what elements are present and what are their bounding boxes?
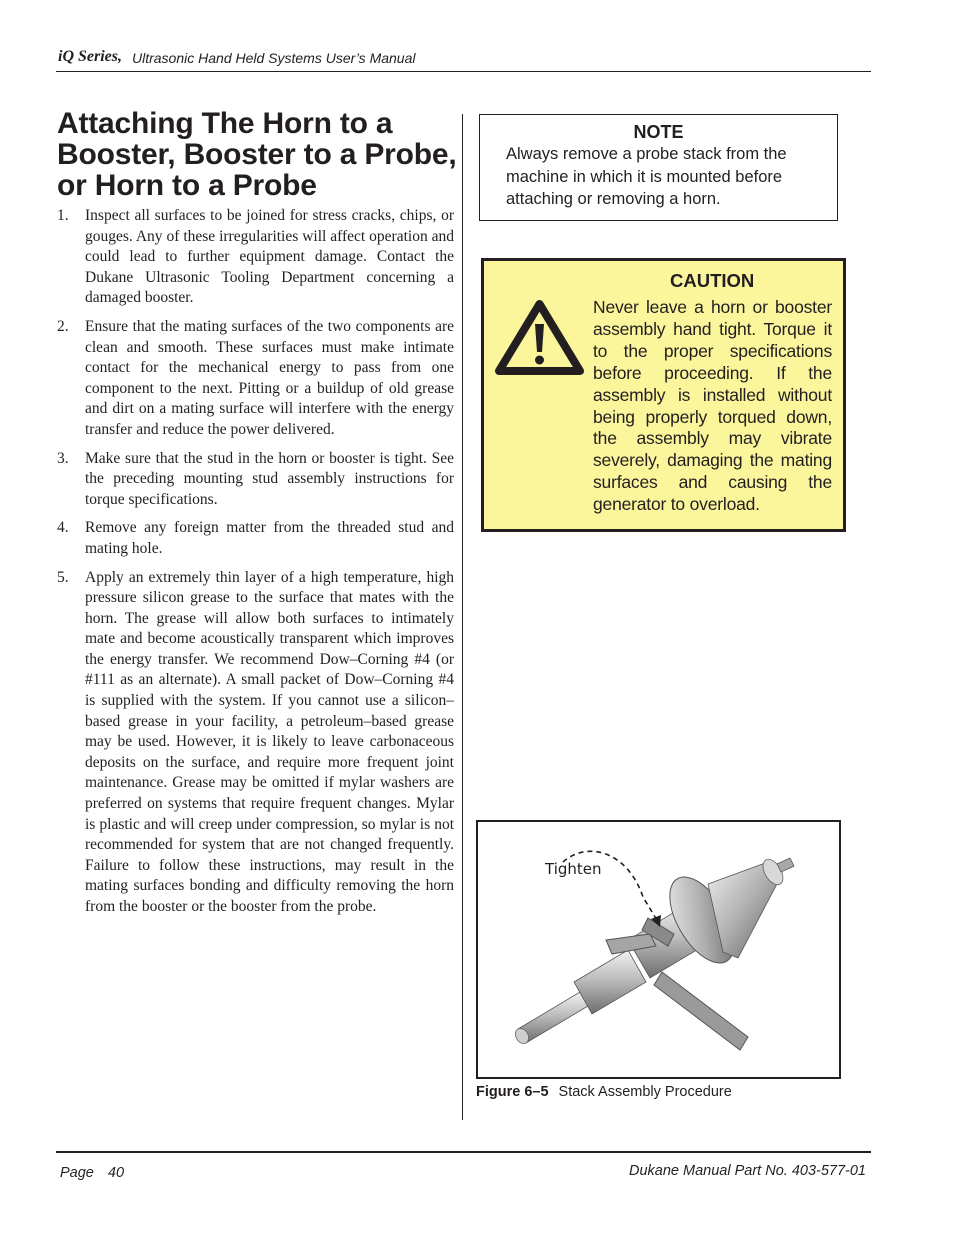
warning-triangle-icon (494, 298, 585, 376)
header-rule (56, 71, 871, 72)
step-number: 2. (57, 317, 69, 335)
step-item (57, 317, 454, 441)
page-number-value: 40 (107, 1165, 125, 1181)
step-number: 5. (57, 568, 69, 586)
tighten-label: Tighten (545, 860, 602, 878)
figure-number: Figure 6–5 (476, 1084, 549, 1100)
page-heading: Attaching The Horn to a Booster, Booster to a Probe, or Horn to a Probe (57, 107, 457, 202)
step-text: Remove any foreign matter from the threaded stud and mating hole. (85, 519, 454, 557)
manual-title: Ultrasonic Hand Held Systems User’s Manual (132, 50, 416, 66)
step-text: Ensure that the mating surfaces of the two components are clean and smooth. These surfaces must make intimate contact for the mechanical energy to pass from one component to the next. Pitting or a buildup of old grease and dirt on a mating surface will interfere with the energy transfer and reduce the power delivered. (85, 317, 454, 438)
figure-caption (476, 1084, 732, 1100)
note-title: NOTE (633, 122, 684, 142)
step-text: Inspect all surfaces to be joined for stress cracks, chips, or gouges. Any of these irregularities will affect operation and could lead to further equipment damage. Contact the Dukane Ultrasonic Tooling Department concerning a damaged booster. (85, 207, 454, 307)
step-item (57, 568, 454, 918)
caution-title: CAUTION (670, 270, 755, 291)
step-number: 1. (57, 207, 69, 224)
figure-stack-assembly (476, 820, 841, 1079)
step-text: Make sure that the stud in the horn or booster is tight. See the preceding mounting stud assembly instructions for torque specifications. (85, 449, 454, 508)
series-name: iQ Series, (58, 48, 122, 65)
step-item (57, 449, 454, 511)
page-number (60, 1165, 124, 1181)
step-item (57, 518, 454, 559)
step-number: 3. (57, 449, 69, 467)
page-label: Page (60, 1165, 94, 1181)
footer-rule (56, 1151, 871, 1153)
note-box (479, 114, 838, 221)
instruction-steps (57, 206, 454, 926)
step-number: 4. (57, 519, 69, 537)
note-text: Always remove a probe stack from the machine in which it is mounted before attaching or removing a horn. (506, 145, 787, 208)
stack-assembly-illustration (478, 822, 839, 1077)
step-text: Apply an extremely thin layer of a high temperature, high pressure silicon grease to the surface that mates with the horn. The grease will allow both surfaces to intimately mate and become acoustically transparent which improves the energy transfer. We recommend Dow–Corning #4 (or #111 as an alternate). A small packet of Dow–Corning #4 is supplied with the system. If you cannot use a silicon–based grease in your facility, a petroleum–based grease may be used. However, it is likely to leave carbonaceous deposits on the surface, and require more frequent joint maintenance. Grease may be omitted if mylar washers are preferred on systems that require frequent changes. Mylar is plastic and will creep under compression, so mylar is not recommended for system that are not changed frequently. Failure to follow these instructions, may result in the mating surfaces bonding and difficulty removing the horn from the booster or the booster from the probe. (85, 568, 454, 915)
figure-title: Stack Assembly Procedure (558, 1084, 732, 1100)
caution-box (481, 258, 846, 532)
caution-text: Never leave a horn or booster assembly hand tight. Torque it to the proper specifications before proceeding. If the assembly is installed without being properly torqued down, the assembly may vibrate severely, damaging the mating surfaces and causing the generator to overload. (593, 297, 832, 515)
column-divider (462, 114, 463, 1120)
manual-part-number: Dukane Manual Part No. 403-577-01 (629, 1163, 866, 1179)
step-item (57, 206, 454, 309)
